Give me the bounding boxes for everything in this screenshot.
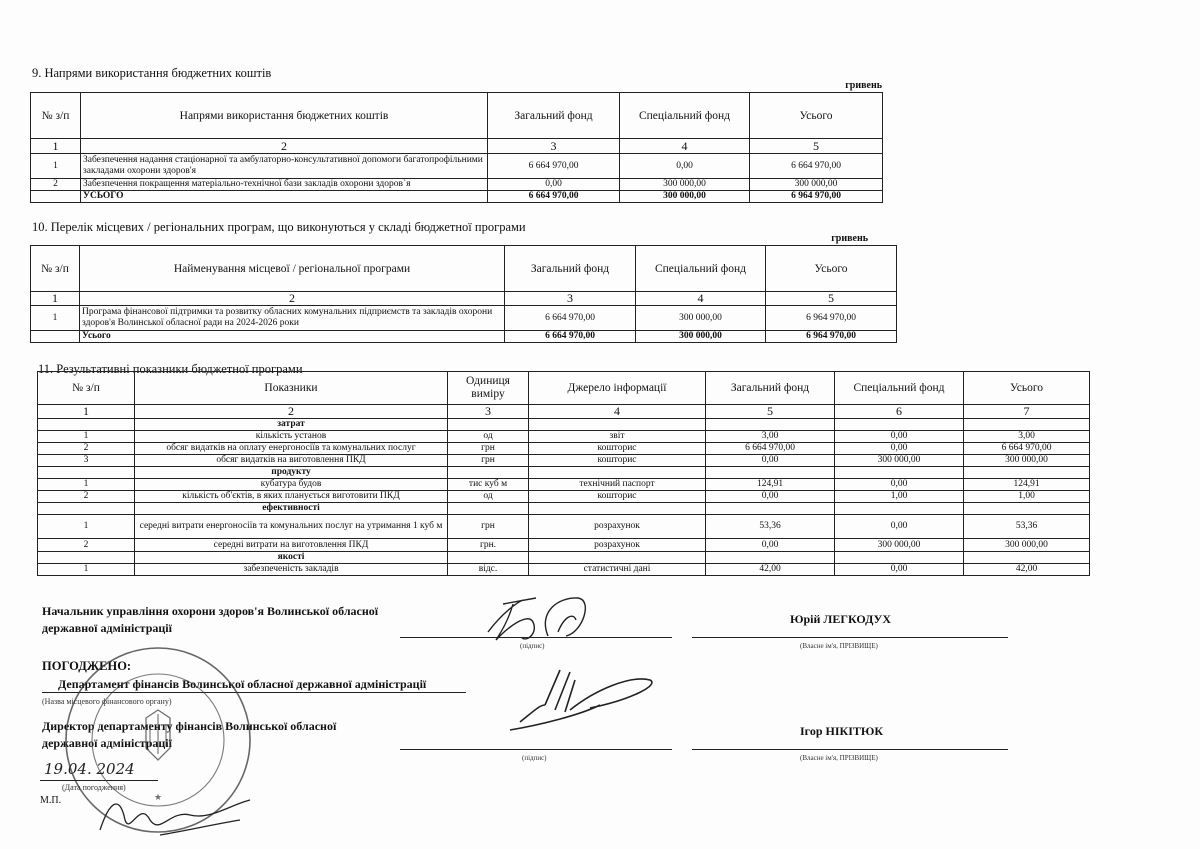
table-row: [38, 479, 1090, 491]
unit: грн.: [448, 539, 529, 552]
header-cell: Джерело інформації: [529, 372, 706, 405]
approval-date-caption: (Дата погодження): [62, 783, 126, 792]
empty-cell: [448, 467, 529, 479]
row-number: 2: [38, 491, 135, 503]
row-number: 1: [31, 306, 80, 331]
group-name: якості: [135, 552, 448, 564]
director-signature-image: [500, 660, 660, 740]
column-number: 1: [31, 292, 80, 306]
indicator-name: забезпеченість закладів: [135, 564, 448, 576]
source: розрахунок: [529, 515, 706, 539]
head-name: Юрій ЛЕГКОДУХ: [790, 612, 892, 626]
empty-cell: [706, 552, 835, 564]
table-row: [38, 455, 1090, 467]
source: розрахунок: [529, 539, 706, 552]
empty-cell: [706, 503, 835, 515]
header-cell: Усього: [750, 93, 883, 139]
total-label: УСЬОГО: [81, 191, 488, 203]
general-fund-total: 6 664 970,00: [505, 331, 636, 343]
header-cell: Одиниця виміру: [448, 372, 529, 405]
empty-cell: [38, 503, 135, 515]
row-number: 1: [38, 479, 135, 491]
total: 300 000,00: [750, 179, 883, 191]
head-signature-image: [478, 592, 598, 648]
empty-cell: [38, 552, 135, 564]
header-cell: Спеціальний фонд: [620, 93, 750, 139]
indicator-name: середні витрати на виготовлення ПКД: [135, 539, 448, 552]
row-number: 3: [38, 455, 135, 467]
seal-signature-image: [90, 790, 260, 840]
total: 124,91: [964, 479, 1090, 491]
table-row: [31, 179, 883, 191]
column-number: 1: [31, 139, 81, 154]
director-name: Ігор НІКІТЮК: [800, 724, 884, 738]
group-header-row: [38, 503, 1090, 515]
unit: грн: [448, 515, 529, 539]
head-position: Начальник управління охорони здоров'я Волинської обласної державної адміністрації: [42, 604, 379, 635]
general-fund: 3,00: [706, 431, 835, 443]
empty-cell: [31, 331, 80, 343]
column-number: 3: [505, 292, 636, 306]
total: 6 664 970,00: [750, 154, 883, 179]
empty-cell: [964, 503, 1090, 515]
header-cell: Спеціальний фонд: [636, 246, 766, 292]
unit: грн: [448, 455, 529, 467]
unit: грн: [448, 443, 529, 455]
special-fund-total: 300 000,00: [620, 191, 750, 203]
director-name-caption: (Власне ім'я, ПРІЗВИЩЕ): [800, 754, 878, 762]
column-number-row: [31, 139, 883, 154]
empty-cell: [706, 419, 835, 431]
header-cell: Спеціальний фонд: [835, 372, 964, 405]
indicator-name: середні витрати енергоносіїв та комунальних послуг на утримання 1 куб м: [135, 515, 448, 539]
group-header-row: [38, 419, 1090, 431]
special-fund: 300 000,00: [835, 455, 964, 467]
special-fund: 0,00: [835, 564, 964, 576]
table-row: [31, 154, 883, 179]
unit: відс.: [448, 564, 529, 576]
table-row: [38, 515, 1090, 539]
total: 6 964 970,00: [766, 306, 897, 331]
section-9-title: 9. Напрями використання бюджетних коштів: [32, 66, 272, 80]
general-fund: 0,00: [706, 491, 835, 503]
special-fund: 0,00: [835, 515, 964, 539]
column-number-row: [31, 292, 897, 306]
direction-name: Забезпечення покращення матеріально-технічної бази закладів охорони здоров`я: [81, 179, 488, 191]
column-number: 5: [706, 405, 835, 419]
regional-programs-table: [30, 245, 897, 343]
indicator-name: обсяг видатків на виготовлення ПКД: [135, 455, 448, 467]
column-number: 2: [81, 139, 488, 154]
head-signature-caption: (підпис): [520, 642, 545, 650]
header-cell: № з/п: [38, 372, 135, 405]
empty-cell: [835, 552, 964, 564]
header-cell: № з/п: [31, 93, 81, 139]
empty-cell: [529, 467, 706, 479]
column-number: 3: [488, 139, 620, 154]
total: 3,00: [964, 431, 1090, 443]
column-number: 1: [38, 405, 135, 419]
approval-date: 19.04. 2024: [44, 760, 135, 778]
general-fund: 0,00: [706, 539, 835, 552]
column-number: 5: [750, 139, 883, 154]
column-number: 4: [529, 405, 706, 419]
indicator-name: кількість об'єктів, в яких планується виготовити ПКД: [135, 491, 448, 503]
section-10-title: 10. Перелік місцевих / регіональних програм, що виконуються у складі бюджетної програми: [32, 220, 526, 234]
indicator-name: кількість установ: [135, 431, 448, 443]
seal-label: М.П.: [40, 795, 62, 806]
group-header-row: [38, 552, 1090, 564]
group-name: затрат: [135, 419, 448, 431]
empty-cell: [706, 467, 835, 479]
group-header-row: [38, 467, 1090, 479]
general-fund: 42,00: [706, 564, 835, 576]
total-row: [31, 331, 897, 343]
table-row: [38, 491, 1090, 503]
table-row: [31, 306, 897, 331]
director-name-line: [692, 749, 1008, 750]
budget-directions-table: [30, 92, 883, 203]
column-number: 4: [636, 292, 766, 306]
unit: од: [448, 431, 529, 443]
column-number: 2: [135, 405, 448, 419]
group-name: продукту: [135, 467, 448, 479]
special-fund: 300 000,00: [636, 306, 766, 331]
section-11-title: 11. Результативні показники бюджетної програми: [38, 362, 303, 376]
header-cell: Загальний фонд: [505, 246, 636, 292]
row-number: 2: [31, 179, 81, 191]
director-position: Директор департаменту фінансів Волинської обласної державної адміністрації: [42, 719, 337, 750]
total: 6 664 970,00: [964, 443, 1090, 455]
empty-cell: [38, 467, 135, 479]
general-fund: 0,00: [488, 179, 620, 191]
empty-cell: [964, 467, 1090, 479]
special-fund: 0,00: [835, 479, 964, 491]
source: кошторис: [529, 491, 706, 503]
empty-cell: [964, 419, 1090, 431]
column-number: 4: [620, 139, 750, 154]
column-number: 6: [835, 405, 964, 419]
header-cell: Усього: [964, 372, 1090, 405]
director-signature-line: [400, 749, 672, 750]
special-fund: 300 000,00: [620, 179, 750, 191]
special-fund-total: 300 000,00: [636, 331, 766, 343]
grand-total: 6 964 970,00: [750, 191, 883, 203]
total: 300 000,00: [964, 539, 1090, 552]
general-fund-total: 6 664 970,00: [488, 191, 620, 203]
empty-cell: [529, 419, 706, 431]
total: 300 000,00: [964, 455, 1090, 467]
header-cell: Загальний фонд: [488, 93, 620, 139]
head-name-caption: (Власне ім'я, ПРІЗВИЩЕ): [800, 642, 878, 650]
header-cell: Напрями використання бюджетних коштів: [81, 93, 488, 139]
program-name: Програма фінансової підтримки та розвитку обласних комунальних підприємств та закладів охорони здоров'я Волинської обласної ради на 2024-2026 роки: [80, 306, 505, 331]
group-name: ефективності: [135, 503, 448, 515]
section-9-unit: гривень: [845, 80, 882, 91]
source: статистичні дані: [529, 564, 706, 576]
total: 1,00: [964, 491, 1090, 503]
total-label: Усього: [80, 331, 505, 343]
column-number: 5: [766, 292, 897, 306]
empty-cell: [835, 503, 964, 515]
empty-cell: [38, 419, 135, 431]
total: 53,36: [964, 515, 1090, 539]
special-fund: 1,00: [835, 491, 964, 503]
header-cell: Найменування місцевої / регіональної програми: [80, 246, 505, 292]
unit: тис куб м: [448, 479, 529, 491]
empty-cell: [448, 552, 529, 564]
direction-name: Забезпечення надання стаціонарної та амбулаторно-консультативної допомоги багатопрофільними закладами охорони здоров'я: [81, 154, 488, 179]
special-fund: 0,00: [835, 443, 964, 455]
indicator-name: обсяг видатків на оплату енергоносіїв та комунальних послуг: [135, 443, 448, 455]
header-cell: Загальний фонд: [706, 372, 835, 405]
table-row: [38, 539, 1090, 552]
column-number: 7: [964, 405, 1090, 419]
row-number: 2: [38, 539, 135, 552]
table-header-row: [38, 372, 1090, 405]
director-signature-caption: (підпис): [522, 754, 547, 762]
empty-cell: [448, 419, 529, 431]
row-number: 1: [31, 154, 81, 179]
approved-label: ПОГОДЖЕНО:: [42, 659, 132, 673]
empty-cell: [529, 503, 706, 515]
source: кошторис: [529, 455, 706, 467]
table-row: [38, 564, 1090, 576]
general-fund: 53,36: [706, 515, 835, 539]
column-number: 3: [448, 405, 529, 419]
row-number: 2: [38, 443, 135, 455]
total: 42,00: [964, 564, 1090, 576]
empty-cell: [835, 467, 964, 479]
general-fund: 6 664 970,00: [505, 306, 636, 331]
source: кошторис: [529, 443, 706, 455]
finance-department-caption: (Назва місцевого фінансового органу): [42, 697, 172, 706]
empty-cell: [31, 191, 81, 203]
performance-indicators-table: [37, 371, 1090, 576]
empty-cell: [529, 552, 706, 564]
indicator-name: кубатура будов: [135, 479, 448, 491]
head-name-line: [692, 637, 1008, 638]
general-fund: 124,91: [706, 479, 835, 491]
row-number: 1: [38, 431, 135, 443]
special-fund: 0,00: [620, 154, 750, 179]
header-cell: Усього: [766, 246, 897, 292]
source: звіт: [529, 431, 706, 443]
source: технічний паспорт: [529, 479, 706, 491]
row-number: 1: [38, 515, 135, 539]
general-fund: 6 664 970,00: [706, 443, 835, 455]
table-header-row: [31, 93, 883, 139]
table-row: [38, 443, 1090, 455]
section-10-unit: гривень: [831, 233, 868, 244]
svg-text:★: ★: [153, 793, 163, 803]
empty-cell: [835, 419, 964, 431]
table-row: [38, 431, 1090, 443]
special-fund: 0,00: [835, 431, 964, 443]
special-fund: 300 000,00: [835, 539, 964, 552]
unit: од: [448, 491, 529, 503]
empty-cell: [964, 552, 1090, 564]
table-header-row: [31, 246, 897, 292]
total-row: [31, 191, 883, 203]
header-cell: № з/п: [31, 246, 80, 292]
column-number-row: [38, 405, 1090, 419]
column-number: 2: [80, 292, 505, 306]
grand-total: 6 964 970,00: [766, 331, 897, 343]
general-fund: 6 664 970,00: [488, 154, 620, 179]
finance-department-name: Департамент фінансів Волинської обласної державної адміністрації: [58, 677, 427, 691]
row-number: 1: [38, 564, 135, 576]
empty-cell: [448, 503, 529, 515]
general-fund: 0,00: [706, 455, 835, 467]
header-cell: Показники: [135, 372, 448, 405]
